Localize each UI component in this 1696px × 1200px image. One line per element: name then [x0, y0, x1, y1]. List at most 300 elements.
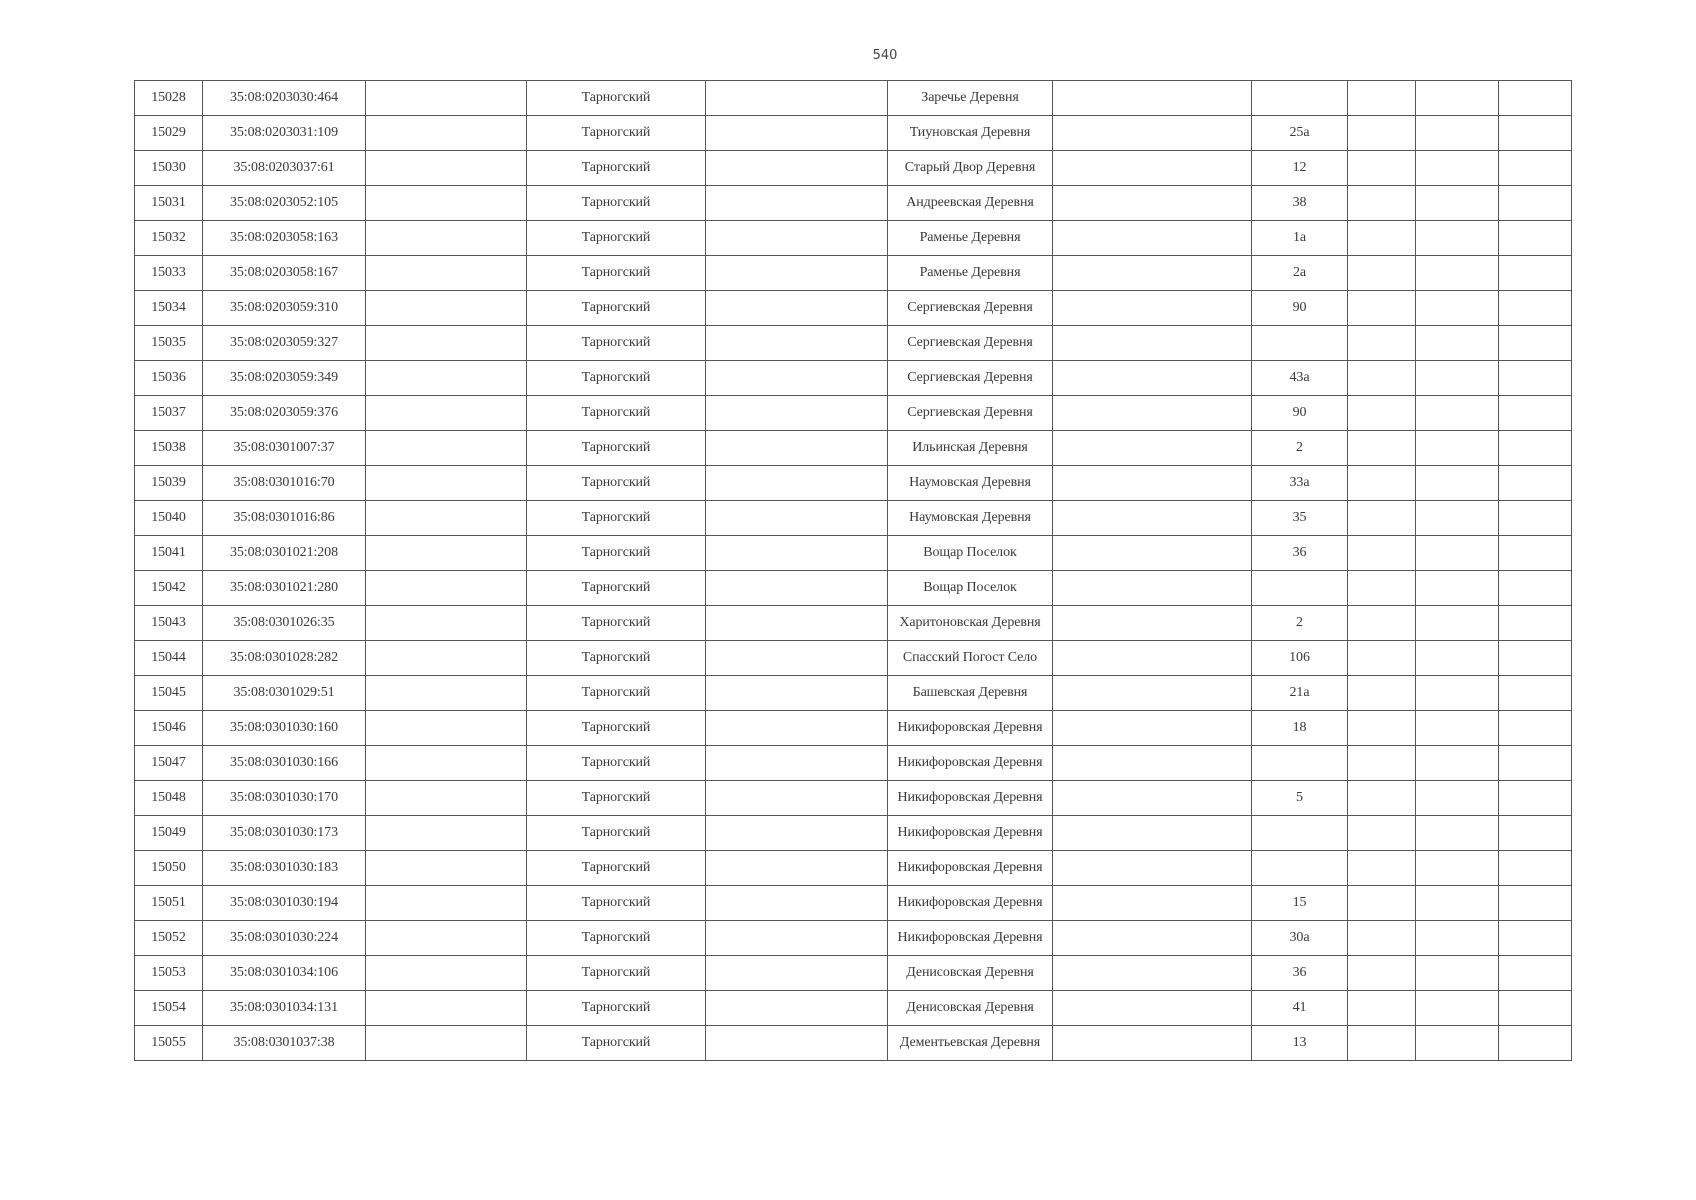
empty-cell [1499, 606, 1572, 641]
record-number-cell: 15037 [135, 396, 203, 431]
table-row [135, 326, 1572, 361]
empty-cell [1416, 641, 1499, 676]
table-row [135, 781, 1572, 816]
empty-cell [1416, 746, 1499, 781]
table-row [135, 851, 1572, 886]
empty-cell [366, 361, 527, 396]
locality-cell: Ильинская Деревня [888, 431, 1053, 466]
table-row [135, 501, 1572, 536]
locality-cell: Никифоровская Деревня [888, 886, 1053, 921]
record-number-cell: 15029 [135, 116, 203, 151]
empty-cell [1053, 221, 1252, 256]
empty-cell [1348, 921, 1416, 956]
empty-cell [1416, 991, 1499, 1026]
house-number-cell: 18 [1252, 711, 1348, 746]
empty-cell [1348, 816, 1416, 851]
empty-cell [1499, 641, 1572, 676]
empty-cell [1348, 186, 1416, 221]
empty-cell [1416, 151, 1499, 186]
empty-cell [1348, 81, 1416, 116]
cadastral-number-cell: 35:08:0301030:194 [203, 886, 366, 921]
district-cell: Тарногский [527, 256, 706, 291]
empty-cell [1348, 676, 1416, 711]
empty-cell [1499, 676, 1572, 711]
empty-cell [706, 676, 888, 711]
record-number-cell: 15053 [135, 956, 203, 991]
house-number-cell: 36 [1252, 536, 1348, 571]
empty-cell [366, 956, 527, 991]
empty-cell [706, 606, 888, 641]
empty-cell [706, 81, 888, 116]
record-number-cell: 15042 [135, 571, 203, 606]
locality-cell: Сергиевская Деревня [888, 291, 1053, 326]
empty-cell [1348, 431, 1416, 466]
empty-cell [706, 291, 888, 326]
empty-cell [1348, 361, 1416, 396]
cadastral-number-cell: 35:08:0301028:282 [203, 641, 366, 676]
empty-cell [1416, 186, 1499, 221]
empty-cell [366, 186, 527, 221]
empty-cell [1053, 326, 1252, 361]
table-row [135, 256, 1572, 291]
empty-cell [1499, 221, 1572, 256]
house-number-cell: 1а [1252, 221, 1348, 256]
table-row [135, 151, 1572, 186]
empty-cell [1053, 116, 1252, 151]
empty-cell [1053, 186, 1252, 221]
house-number-cell: 2 [1252, 606, 1348, 641]
empty-cell [706, 536, 888, 571]
record-number-cell: 15033 [135, 256, 203, 291]
empty-cell [1499, 151, 1572, 186]
cadastral-number-cell: 35:08:0301034:106 [203, 956, 366, 991]
empty-cell [1348, 781, 1416, 816]
cadastral-number-cell: 35:08:0301030:224 [203, 921, 366, 956]
empty-cell [706, 431, 888, 466]
district-cell: Тарногский [527, 326, 706, 361]
house-number-cell: 2 [1252, 431, 1348, 466]
table-row [135, 991, 1572, 1026]
empty-cell [366, 116, 527, 151]
empty-cell [1053, 641, 1252, 676]
house-number-cell: 33а [1252, 466, 1348, 501]
empty-cell [1053, 781, 1252, 816]
empty-cell [1053, 571, 1252, 606]
locality-cell: Наумовская Деревня [888, 466, 1053, 501]
empty-cell [366, 991, 527, 1026]
house-number-cell: 15 [1252, 886, 1348, 921]
empty-cell [1499, 536, 1572, 571]
empty-cell [706, 501, 888, 536]
empty-cell [1053, 991, 1252, 1026]
empty-cell [1053, 606, 1252, 641]
district-cell: Тарногский [527, 536, 706, 571]
empty-cell [706, 571, 888, 606]
empty-cell [1416, 781, 1499, 816]
cadastral-number-cell: 35:08:0203059:310 [203, 291, 366, 326]
record-number-cell: 15051 [135, 886, 203, 921]
empty-cell [1348, 1026, 1416, 1061]
empty-cell [1499, 361, 1572, 396]
table-row [135, 816, 1572, 851]
locality-cell: Харитоновская Деревня [888, 606, 1053, 641]
locality-cell: Старый Двор Деревня [888, 151, 1053, 186]
cadastral-number-cell: 35:08:0203058:167 [203, 256, 366, 291]
house-number-cell: 90 [1252, 396, 1348, 431]
empty-cell [1499, 466, 1572, 501]
empty-cell [1348, 711, 1416, 746]
district-cell: Тарногский [527, 886, 706, 921]
district-cell: Тарногский [527, 851, 706, 886]
empty-cell [366, 536, 527, 571]
cadastral-number-cell: 35:08:0203059:376 [203, 396, 366, 431]
locality-cell: Наумовская Деревня [888, 501, 1053, 536]
empty-cell [706, 326, 888, 361]
cadastral-number-cell: 35:08:0203030:464 [203, 81, 366, 116]
house-number-cell: 90 [1252, 291, 1348, 326]
empty-cell [706, 1026, 888, 1061]
table-row [135, 746, 1572, 781]
empty-cell [1499, 256, 1572, 291]
empty-cell [1499, 956, 1572, 991]
empty-cell [706, 816, 888, 851]
empty-cell [1416, 221, 1499, 256]
empty-cell [1053, 956, 1252, 991]
empty-cell [1499, 116, 1572, 151]
locality-cell: Никифоровская Деревня [888, 781, 1053, 816]
table-row [135, 921, 1572, 956]
record-number-cell: 15039 [135, 466, 203, 501]
empty-cell [366, 151, 527, 186]
empty-cell [366, 711, 527, 746]
district-cell: Тарногский [527, 396, 706, 431]
empty-cell [366, 606, 527, 641]
district-cell: Тарногский [527, 151, 706, 186]
empty-cell [1053, 711, 1252, 746]
empty-cell [1499, 851, 1572, 886]
locality-cell: Спасский Погост Село [888, 641, 1053, 676]
record-number-cell: 15028 [135, 81, 203, 116]
house-number-cell [1252, 851, 1348, 886]
locality-cell: Башевская Деревня [888, 676, 1053, 711]
cadastral-number-cell: 35:08:0203052:105 [203, 186, 366, 221]
table-row [135, 571, 1572, 606]
house-number-cell: 38 [1252, 186, 1348, 221]
house-number-cell: 12 [1252, 151, 1348, 186]
empty-cell [1348, 746, 1416, 781]
empty-cell [1348, 641, 1416, 676]
empty-cell [366, 466, 527, 501]
locality-cell: Тиуновская Деревня [888, 116, 1053, 151]
cadastral-number-cell: 35:08:0301016:70 [203, 466, 366, 501]
record-number-cell: 15043 [135, 606, 203, 641]
table-row [135, 956, 1572, 991]
house-number-cell: 2а [1252, 256, 1348, 291]
empty-cell [1416, 361, 1499, 396]
empty-cell [1499, 816, 1572, 851]
district-cell: Тарногский [527, 676, 706, 711]
cadastral-number-cell: 35:08:0301030:160 [203, 711, 366, 746]
locality-cell: Андреевская Деревня [888, 186, 1053, 221]
empty-cell [1416, 571, 1499, 606]
empty-cell [1499, 571, 1572, 606]
table-row [135, 466, 1572, 501]
empty-cell [1499, 886, 1572, 921]
empty-cell [366, 256, 527, 291]
empty-cell [1053, 851, 1252, 886]
empty-cell [1348, 326, 1416, 361]
empty-cell [1416, 956, 1499, 991]
empty-cell [1053, 676, 1252, 711]
empty-cell [1416, 291, 1499, 326]
locality-cell: Сергиевская Деревня [888, 361, 1053, 396]
table-row [135, 221, 1572, 256]
house-number-cell [1252, 326, 1348, 361]
empty-cell [1053, 501, 1252, 536]
empty-cell [706, 116, 888, 151]
empty-cell [706, 956, 888, 991]
cadastral-number-cell: 35:08:0301016:86 [203, 501, 366, 536]
district-cell: Тарногский [527, 956, 706, 991]
empty-cell [1416, 606, 1499, 641]
house-number-cell: 30а [1252, 921, 1348, 956]
empty-cell [1053, 256, 1252, 291]
table-row [135, 606, 1572, 641]
empty-cell [1053, 1026, 1252, 1061]
empty-cell [1416, 466, 1499, 501]
house-number-cell: 35 [1252, 501, 1348, 536]
empty-cell [366, 571, 527, 606]
empty-cell [1348, 221, 1416, 256]
empty-cell [1499, 81, 1572, 116]
district-cell: Тарногский [527, 81, 706, 116]
record-number-cell: 15054 [135, 991, 203, 1026]
house-number-cell: 43а [1252, 361, 1348, 396]
empty-cell [366, 396, 527, 431]
locality-cell: Никифоровская Деревня [888, 711, 1053, 746]
empty-cell [1053, 81, 1252, 116]
locality-cell: Никифоровская Деревня [888, 746, 1053, 781]
cadastral-number-cell: 35:08:0301030:170 [203, 781, 366, 816]
record-number-cell: 15047 [135, 746, 203, 781]
table-row [135, 81, 1572, 116]
record-number-cell: 15048 [135, 781, 203, 816]
house-number-cell [1252, 571, 1348, 606]
district-cell: Тарногский [527, 361, 706, 396]
empty-cell [1416, 431, 1499, 466]
house-number-cell: 25а [1252, 116, 1348, 151]
record-number-cell: 15035 [135, 326, 203, 361]
empty-cell [1348, 466, 1416, 501]
empty-cell [1348, 991, 1416, 1026]
empty-cell [706, 851, 888, 886]
house-number-cell [1252, 746, 1348, 781]
table-row [135, 291, 1572, 326]
record-number-cell: 15040 [135, 501, 203, 536]
empty-cell [1416, 501, 1499, 536]
record-number-cell: 15031 [135, 186, 203, 221]
record-number-cell: 15052 [135, 921, 203, 956]
empty-cell [1053, 466, 1252, 501]
cadastral-number-cell: 35:08:0203059:349 [203, 361, 366, 396]
record-number-cell: 15034 [135, 291, 203, 326]
table-row [135, 536, 1572, 571]
record-number-cell: 15055 [135, 1026, 203, 1061]
locality-cell: Дементьевская Деревня [888, 1026, 1053, 1061]
register-table-body [135, 81, 1572, 1061]
empty-cell [1499, 921, 1572, 956]
empty-cell [1348, 396, 1416, 431]
cadastral-number-cell: 35:08:0301021:208 [203, 536, 366, 571]
district-cell: Тарногский [527, 991, 706, 1026]
empty-cell [1416, 326, 1499, 361]
district-cell: Тарногский [527, 711, 706, 746]
table-row [135, 116, 1572, 151]
empty-cell [1348, 256, 1416, 291]
empty-cell [1416, 886, 1499, 921]
record-number-cell: 15041 [135, 536, 203, 571]
house-number-cell [1252, 81, 1348, 116]
district-cell: Тарногский [527, 781, 706, 816]
house-number-cell: 21а [1252, 676, 1348, 711]
empty-cell [706, 466, 888, 501]
house-number-cell: 5 [1252, 781, 1348, 816]
district-cell: Тарногский [527, 291, 706, 326]
empty-cell [1499, 711, 1572, 746]
locality-cell: Сергиевская Деревня [888, 326, 1053, 361]
table-row [135, 396, 1572, 431]
empty-cell [1348, 536, 1416, 571]
empty-cell [706, 361, 888, 396]
empty-cell [1499, 396, 1572, 431]
empty-cell [1348, 956, 1416, 991]
table-row [135, 641, 1572, 676]
table-row [135, 711, 1572, 746]
empty-cell [366, 886, 527, 921]
empty-cell [1416, 81, 1499, 116]
cadastral-number-cell: 35:08:0301037:38 [203, 1026, 366, 1061]
empty-cell [706, 781, 888, 816]
empty-cell [706, 396, 888, 431]
empty-cell [1053, 536, 1252, 571]
empty-cell [1499, 781, 1572, 816]
empty-cell [1499, 746, 1572, 781]
empty-cell [1499, 431, 1572, 466]
district-cell: Тарногский [527, 746, 706, 781]
cadastral-number-cell: 35:08:0203031:109 [203, 116, 366, 151]
empty-cell [1499, 501, 1572, 536]
empty-cell [366, 746, 527, 781]
empty-cell [1499, 186, 1572, 221]
page-number: 540 [872, 48, 898, 63]
empty-cell [706, 186, 888, 221]
empty-cell [706, 256, 888, 291]
empty-cell [366, 851, 527, 886]
empty-cell [1053, 746, 1252, 781]
record-number-cell: 15044 [135, 641, 203, 676]
empty-cell [1053, 431, 1252, 466]
record-number-cell: 15046 [135, 711, 203, 746]
empty-cell [1053, 921, 1252, 956]
empty-cell [706, 221, 888, 256]
record-number-cell: 15038 [135, 431, 203, 466]
cadastral-number-cell: 35:08:0301034:131 [203, 991, 366, 1026]
empty-cell [706, 991, 888, 1026]
empty-cell [1053, 816, 1252, 851]
record-number-cell: 15049 [135, 816, 203, 851]
table-row [135, 886, 1572, 921]
cadastral-number-cell: 35:08:0301029:51 [203, 676, 366, 711]
district-cell: Тарногский [527, 466, 706, 501]
cadastral-number-cell: 35:08:0301030:166 [203, 746, 366, 781]
empty-cell [706, 641, 888, 676]
empty-cell [366, 81, 527, 116]
district-cell: Тарногский [527, 1026, 706, 1061]
empty-cell [706, 151, 888, 186]
cadastral-number-cell: 35:08:0203037:61 [203, 151, 366, 186]
record-number-cell: 15032 [135, 221, 203, 256]
locality-cell: Сергиевская Деревня [888, 396, 1053, 431]
empty-cell [1499, 326, 1572, 361]
empty-cell [1416, 396, 1499, 431]
locality-cell: Никифоровская Деревня [888, 921, 1053, 956]
empty-cell [366, 431, 527, 466]
cadastral-number-cell: 35:08:0301007:37 [203, 431, 366, 466]
empty-cell [1499, 991, 1572, 1026]
cadastral-number-cell: 35:08:0301026:35 [203, 606, 366, 641]
table-row [135, 676, 1572, 711]
empty-cell [706, 886, 888, 921]
empty-cell [366, 291, 527, 326]
empty-cell [1416, 1026, 1499, 1061]
district-cell: Тарногский [527, 921, 706, 956]
district-cell: Тарногский [527, 186, 706, 221]
table-row [135, 1026, 1572, 1061]
district-cell: Тарногский [527, 501, 706, 536]
empty-cell [1416, 816, 1499, 851]
locality-cell: Никифоровская Деревня [888, 851, 1053, 886]
empty-cell [1348, 571, 1416, 606]
empty-cell [706, 921, 888, 956]
empty-cell [1416, 256, 1499, 291]
empty-cell [1416, 536, 1499, 571]
locality-cell: Раменье Деревня [888, 221, 1053, 256]
cadastral-number-cell: 35:08:0203058:163 [203, 221, 366, 256]
locality-cell: Никифоровская Деревня [888, 816, 1053, 851]
house-number-cell [1252, 816, 1348, 851]
table-row [135, 361, 1572, 396]
district-cell: Тарногский [527, 116, 706, 151]
empty-cell [1416, 851, 1499, 886]
empty-cell [1053, 291, 1252, 326]
record-number-cell: 15045 [135, 676, 203, 711]
empty-cell [1416, 711, 1499, 746]
table-row [135, 431, 1572, 466]
empty-cell [366, 221, 527, 256]
empty-cell [1348, 151, 1416, 186]
house-number-cell: 36 [1252, 956, 1348, 991]
empty-cell [1499, 1026, 1572, 1061]
locality-cell: Денисовская Деревня [888, 956, 1053, 991]
locality-cell: Заречье Деревня [888, 81, 1053, 116]
district-cell: Тарногский [527, 606, 706, 641]
locality-cell: Раменье Деревня [888, 256, 1053, 291]
empty-cell [1053, 396, 1252, 431]
empty-cell [1348, 886, 1416, 921]
record-number-cell: 15036 [135, 361, 203, 396]
empty-cell [1499, 291, 1572, 326]
empty-cell [1416, 921, 1499, 956]
